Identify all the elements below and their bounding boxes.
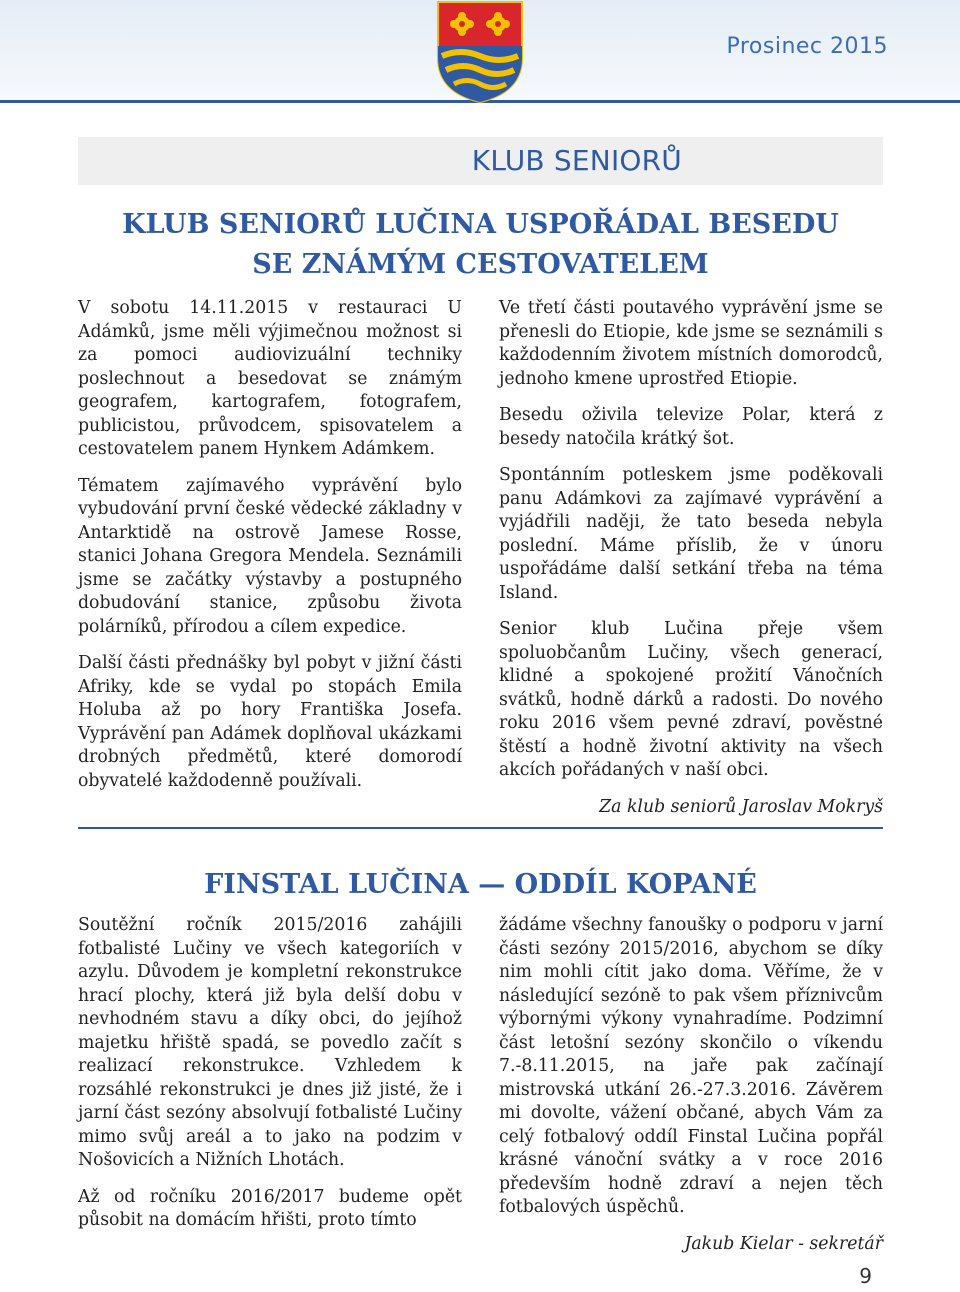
signature: Jakub Kielar - sekretář xyxy=(684,1233,883,1254)
signature: Za klub seniorů Jaroslav Mokryš xyxy=(599,796,883,817)
article-title-line: KLUB SENIORŮ LUČINA USPOŘÁDAL BESEDU xyxy=(122,209,839,240)
page-number: 9 xyxy=(859,1264,872,1288)
paragraph: Až od ročníku 2016/2017 budeme opět působit na domácím hřišti, proto tímto xyxy=(78,1186,462,1230)
paragraph: Besedu oživila televize Polar, která z besedy natočila krátký šot. xyxy=(499,405,883,449)
section-divider xyxy=(78,827,883,829)
paragraph: V sobotu 14.11.2015 v restauraci U Adámků, jsme měli výjimečnou možnost si za pomoci audiovizuální techniky poslechnout a besedovat se známým geografem, kartografem, fotografem, publicistou, průvodcem, spisovatelem a cestovatelem panem Hynkem Adámkem. xyxy=(78,298,462,459)
municipal-crest-icon xyxy=(430,0,530,104)
paragraph: Senior klub Lučina přeje všem spoluobčanům Lučiny, všech generací, klidné a spokojené prožití Vánočních svátků, hodně dárků a radosti. Do nového roku 2016 všem pevné zdraví, pověstné štěstí a hodně životní aktivity na všech akcích pořádaných v naší obci. xyxy=(499,619,883,780)
issue-date: Prosinec 2015 xyxy=(726,34,888,59)
article-title-seniors xyxy=(78,205,883,285)
article-football-left-column xyxy=(78,914,462,1246)
article-title-football: FINSTAL LUČINA — ODDÍL KOPANÉ xyxy=(204,869,757,900)
article-title-line: SE ZNÁMÝM CESTOVATELEM xyxy=(252,249,709,280)
paragraph: Soutěžní ročník 2015/2016 zahájili fotbalisté Lučiny ve všech kategoriích v azylu. Důvodem je kompletní rekonstrukce hrací plochy, která již byla delší dobu v nevhodném stavu a díky obci, do jejíhož majetku hřiště spadá, se povedlo začít s realizací rekonstrukce. Vzhledem k rozsáhlé rekonstrukci je dnes již jisté, že i jarní část sezóny absolvují fotbalisté Lučiny mimo svůj areál a to jako na podzim v Nošovicích a Nižních Lhotách. xyxy=(78,915,462,1170)
section-title: KLUB SENIORŮ xyxy=(471,144,682,177)
article-seniors-left-column xyxy=(78,297,462,806)
paragraph: žádáme všechny fanoušky o podporu v jarní části sezóny 2015/2016, abychom se díky nim mohli cítit jako doma. Věříme, že v následující sezóně to pak všem příznivcům výbornými výkony vynahradíme. Podzimní část letošní sezóny skončilo o víkendu 7.-8.11.2015, na jaře pak začínají mistrovská utkání 26.-27.3.2016. Závěrem mi dovolte, vážení občané, abych Vám za celý fotbalový oddíl Finstal Lučina popřál krásné vánoční svátky a v roce 2016 především hodně zdraví a nejen těch fotbalových úspěchů. xyxy=(499,915,883,1217)
paragraph: Ve třetí části poutavého vyprávění jsme se přenesli do Etiopie, kde jsme se seznámili s každodenním životem místních domorodců, jednoho kmene uprostřed Etiopie. xyxy=(499,298,883,389)
article-seniors-right-column xyxy=(499,297,883,832)
paragraph: Spontánním potleskem jsme poděkovali panu Adámkovi za zajímavé vyprávění a vyjádřili naději, že tato beseda nebyla poslední. Máme příslib, že v únoru uspořádáme další setkání třeba na téma Island. xyxy=(499,465,883,603)
article-football-right-column xyxy=(499,914,883,1269)
paragraph: Tématem zajímavého vyprávění bylo vybudování první české vědecké základny v Antarktidě na ostrově Jamese Rosse, stanici Johana Gregora Mendela. Seznámili jsme se začátky výstavby a postupného dobudování stanice, způsobu života polárníků, přírodou a cílem expedice. xyxy=(78,475,462,637)
paragraph: Další části přednášky byl pobyt v jižní části Afriky, kde se vydal po stopách Emila Holuba až po hory Františka Josefa. Vyprávění pan Adámek doplňoval ukázkami drobných předmětů, které domorodí obyvatelé každodenně používali. xyxy=(78,653,462,791)
